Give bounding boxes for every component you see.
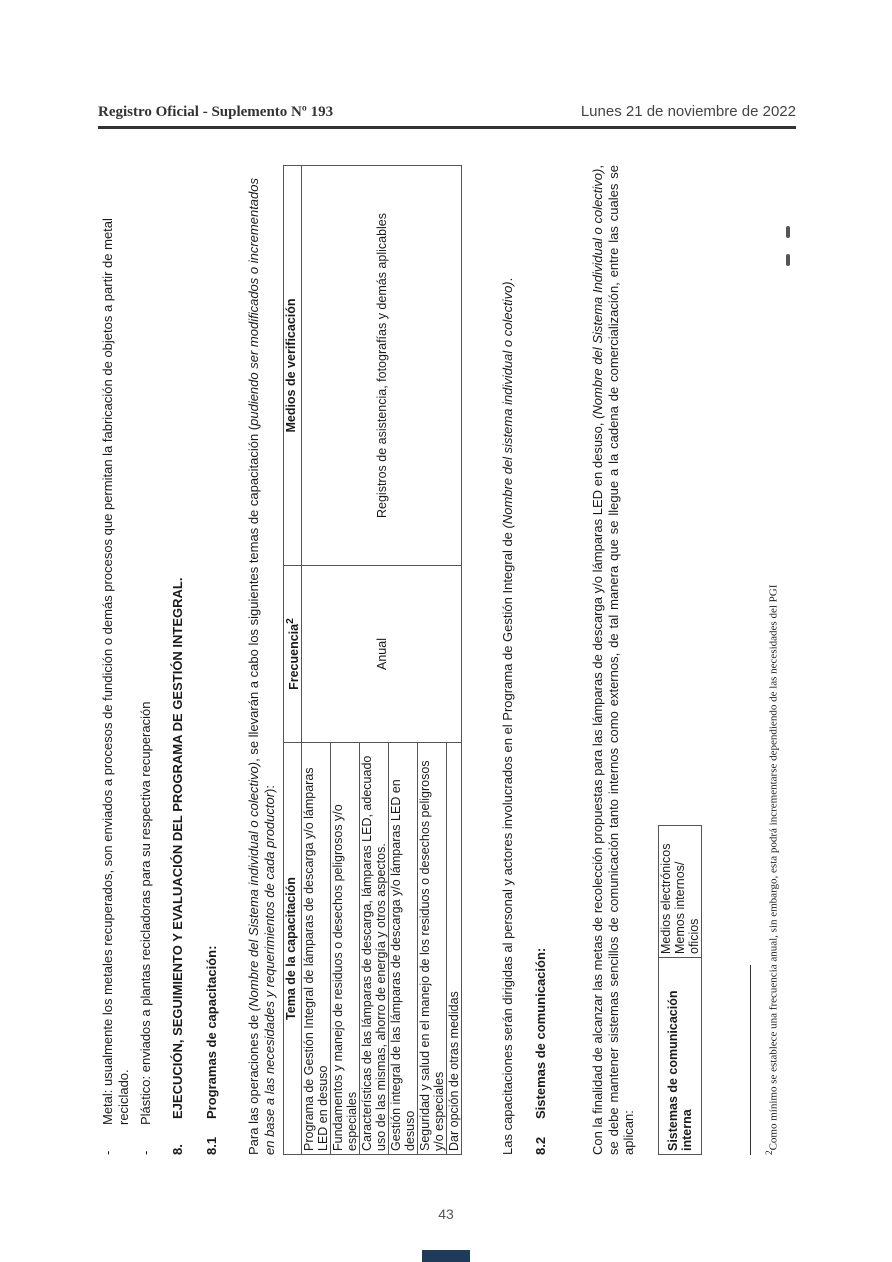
section-8-heading: 8.EJECUCIÓN, SEGUIMIENTO Y EVALUACIÓN DEL PROGRAMA DE GESTIÓN INTEGRAL. <box>170 577 185 1155</box>
comunicacion-table <box>658 825 702 1155</box>
table-row: Seguridad y salud en el manejo de los residuos o desechos peligrosos y/o especiales <box>418 743 447 1155</box>
table-row: Dar opción de otras medidas <box>447 743 462 1155</box>
footnote-divider <box>750 965 751 1155</box>
publication-date: Lunes 21 de noviembre de 2022 <box>580 103 796 120</box>
table-row: Gestión integral de las lámparas de descarga y/o lámparas LED en desuso <box>389 743 418 1155</box>
capacitacion-table <box>283 165 462 1155</box>
table-row: Características de las lámparas de descarga, lámparas LED, adecuado uso de las mismas, ahorro de energía y otros aspectos. <box>360 743 389 1155</box>
footnote: $^2$Como mínimo se establece una frecuencia anual, sin embargo, esta podrá incrementarse dependiendo de las necesidades del PGI <box>764 584 780 1155</box>
paragraph-comunicacion: Con la finalidad de alcanzar las metas de recolección propuestas para las lámparas de descarga y/o lámparas LED en desuso, (Nombre del Sistema Individual o colectivo), se debe mantener sistemas sencillos de comunicación tanto internos como externos, de tal manera que se llegue a la cadena de comercialización, entre las cuales se aplican: <box>590 165 636 1155</box>
paragraph-capacitacion: Para las operaciones de (Nombre del Sistema individual o colectivo), se llevarán a cabo los siguientes temas de capacitación (pudiendo ser modificados o incrementados en base a las necesidades y requerimientos de cada productor): <box>246 178 277 1155</box>
table-row: Fundamentos y manejo de residuos o desechos peligrosos y/o especiales <box>331 743 360 1155</box>
page-number: 43 <box>438 1206 454 1222</box>
bullet-text: Plástico: enviados a plantas recicladoras para su respectiva recuperación <box>138 701 153 1125</box>
bullet-text: Metal: usualmente los metales recuperados, son enviados a procesos de fundición o demás procesos que permitan la fabricación de objetos a partir de metal reciclado. <box>100 218 131 1125</box>
section-8-2-heading: 8.2Sistemas de comunicación: <box>533 947 548 1155</box>
section-8-1-heading: 8.1Programas de capacitación: <box>204 945 219 1155</box>
comunicacion-items <box>659 826 702 958</box>
header-frecuencia: Frecuencia$^2$ <box>284 566 302 743</box>
paragraph-dirigidas: Las capacitaciones serán dirigidas al personal y actores involucrados en el Programa de Gestión Integral de (Nombre del sistema individual o colectivo). <box>500 277 515 1155</box>
header-tema: Tema de la capacitación <box>284 743 302 1155</box>
medios-cell: Registros de asistencia, fotografías y demás aplicables <box>302 166 462 566</box>
header-medios: Medios de verificación <box>284 166 302 566</box>
frecuencia-cell: Anual <box>302 566 462 743</box>
comunicacion-interna-label: Sistemas de comunicación interna <box>659 958 702 1155</box>
page-header <box>98 100 796 129</box>
list-item: Memos internos/ oficios <box>673 861 701 954</box>
page-footer-bar <box>422 1250 470 1262</box>
rotated-content: - Metal: usualmente los metales recuperados, son enviados a procesos de fundición o demás procesos que permitan la fabricación de objetos a partir de metal reciclado. - Plástico: enviados a plantas recicladoras para su respectiva recuperación 8.EJECUCIÓN, SEGUIMIENTO Y EVALUACIÓN DEL PROGRAMA DE GESTIÓN INTEGRAL. 8.1Programas de capacitación: Para las operaciones de (Nombre del Sistema individual o colectivo), se llevarán a cabo los siguientes temas de capacitación (pudiendo ser modificados o incrementados en base a las necesidades y requerimientos de cada productor): Tema de la capacitación Frecuencia$^2$ Medios de verificación Programa de Gestión Integral de lámparas de descarga y/o lámparas LED en desuso Anual Registros de asistencia, fotografías y demás aplicables Fundamentos y manejo de residuos o desechos peligrosos y/o especiales Características de las lámparas de descarga, lámparas LED, adecuado uso de las mismas, ahorro de energía y otros aspectos. Gestión integral de las lámparas de descarga y/o lámparas LED en desuso Seguridad y salud en el manejo de los residuos o desechos peligrosos y/o especiales Dar opción de otras medidas Las capacitaciones serán dirigidas al personal y actores involucrados en el Programa de Gestión Integral de (Nombre del sistema individual o colectivo). 8.2Sistemas de comunicación: Con la finalidad de alcanzar las metas de recolección propuestas para las lámparas de descarga y/o lámparas LED en desuso, (Nombre del Sistema Individual o colectivo), se debe mantener sistemas sencillos de comunicación tanto internos como externos, de tal manera que se llegue a la cadena de comercialización, entre las cuales se aplican: Sistemas de comunicación interna Medios electrónicos Memos internos/ oficios $^2$Como mínimo se establece una frecuencia anual, sin embargo, esta podrá incrementarse dependiendo de las necesidades del PGI <box>100 155 790 1155</box>
edge-mark <box>786 254 790 266</box>
publication-title: Registro Oficial - Suplemento Nº 193 <box>98 104 334 120</box>
list-item: Medios electrónicos <box>659 843 673 954</box>
edge-mark <box>786 226 790 238</box>
table-row: Programa de Gestión Integral de lámparas de descarga y/o lámparas LED en desuso <box>302 743 331 1155</box>
